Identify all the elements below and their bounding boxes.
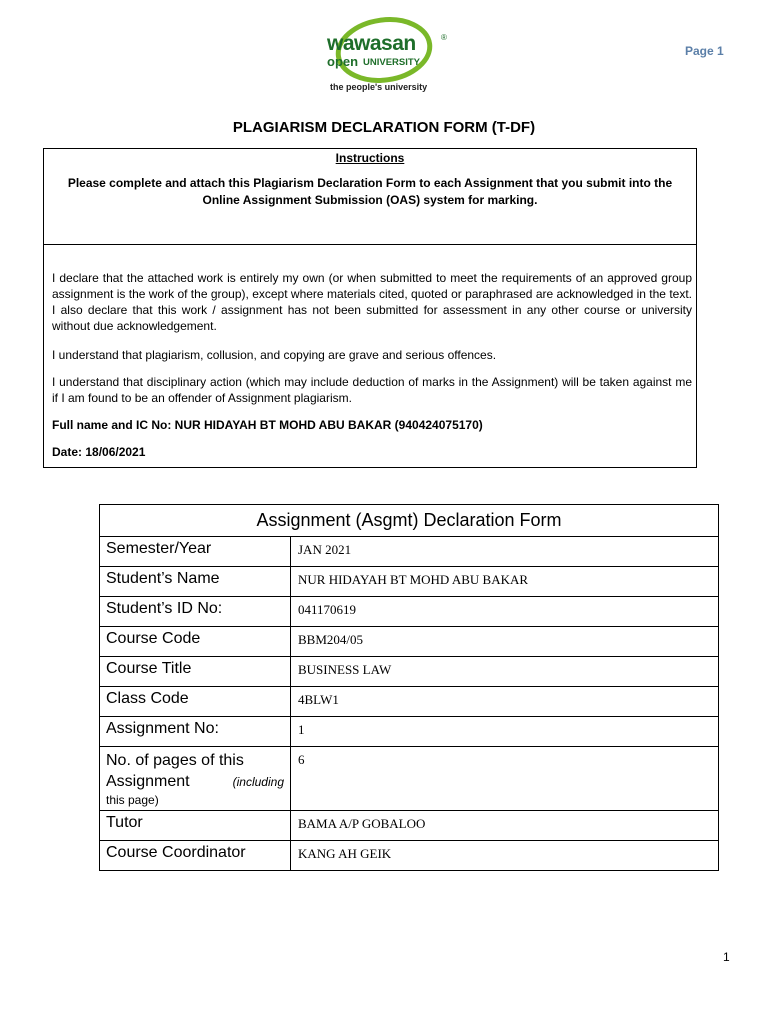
form-title: PLAGIARISM DECLARATION FORM (T-DF): [232, 119, 536, 136]
pages-label-including: (including: [232, 775, 284, 789]
row-value-course-code: BBM204/05: [291, 627, 719, 657]
table-row: [100, 567, 719, 597]
full-name-ic: Full name and IC No: NUR HIDAYAH BT MOHD ABU BAKAR (940424075170): [52, 418, 483, 432]
table-row: [100, 841, 719, 871]
table-row: [100, 597, 719, 627]
declaration-paragraph-3: I understand that disciplinary action (which may include deduction of marks in the Assignment) will be taken against me if I am found to be an offender of Assignment plagiarism.: [52, 375, 692, 405]
row-label-pages: [100, 747, 291, 811]
table-title-row: [100, 505, 719, 537]
logo-registered-mark: ®: [441, 33, 447, 42]
logo-tagline: the people's university: [330, 82, 428, 92]
table-row: [100, 537, 719, 567]
assignment-declaration-table: [99, 504, 719, 871]
table-row: [100, 687, 719, 717]
row-label-course-title: Course Title: [100, 657, 291, 687]
box-divider: [44, 244, 696, 245]
row-label-coordinator: Course Coordinator: [100, 841, 291, 871]
pages-label-line2: Assignment: [106, 773, 190, 790]
row-label-class-code: Class Code: [100, 687, 291, 717]
logo-university: UNIVERSITY: [363, 57, 421, 68]
instructions-text: Please complete and attach this Plagiarism Declaration Form to each Assignment that you submit into the Online Assignment Submission (OAS) system for marking.: [67, 176, 673, 207]
pages-label-line1: No. of pages of this: [106, 752, 244, 769]
table-row: [100, 627, 719, 657]
university-logo: [322, 10, 452, 98]
row-value-student-name: NUR HIDAYAH BT MOHD ABU BAKAR: [291, 567, 719, 597]
row-label-assignment-no: Assignment No:: [100, 717, 291, 747]
declaration-paragraph-2: I understand that plagiarism, collusion, and copying are grave and serious offences.: [52, 348, 497, 362]
logo-wordmark: wawasan: [327, 32, 416, 55]
row-label-semester: Semester/Year: [100, 537, 291, 567]
table-title: Assignment (Asgmt) Declaration Form: [100, 505, 719, 537]
table-row: [100, 657, 719, 687]
row-label-student-name: Student’s Name: [100, 567, 291, 597]
table-row: [100, 717, 719, 747]
row-value-assignment-no: 1: [291, 717, 719, 747]
row-value-semester: JAN 2021: [291, 537, 719, 567]
declaration-box: [43, 148, 697, 468]
row-value-coordinator: KANG AH GEIK: [291, 841, 719, 871]
row-label-course-code: Course Code: [100, 627, 291, 657]
table-row: [100, 811, 719, 841]
declaration-paragraph-1: I declare that the attached work is entirely my own (or when submitted to meet the requirements of an approved group assignment is the work of the group), except where materials cited, quoted or paraphrased are acknowledged in the text. I also declare that this work / assignment has not been submitted for assessment in any other course or university without due acknowledgement.: [52, 271, 692, 333]
row-value-class-code: 4BLW1: [291, 687, 719, 717]
row-value-pages: 6: [291, 747, 719, 811]
declaration-date: Date: 18/06/2021: [52, 445, 146, 459]
row-value-student-id: 041170619: [291, 597, 719, 627]
row-value-tutor: BAMA A/P GOBALOO: [291, 811, 719, 841]
logo-open: open: [327, 54, 359, 69]
page-label: Page 1: [685, 44, 724, 58]
row-label-student-id: Student’s ID No:: [100, 597, 291, 627]
table-row: [100, 747, 719, 811]
row-value-course-title: BUSINESS LAW: [291, 657, 719, 687]
pages-label-line3: this page): [106, 793, 159, 807]
instructions-heading: Instructions: [335, 151, 405, 165]
row-label-tutor: Tutor: [100, 811, 291, 841]
footer-page-number: 1: [723, 950, 730, 964]
